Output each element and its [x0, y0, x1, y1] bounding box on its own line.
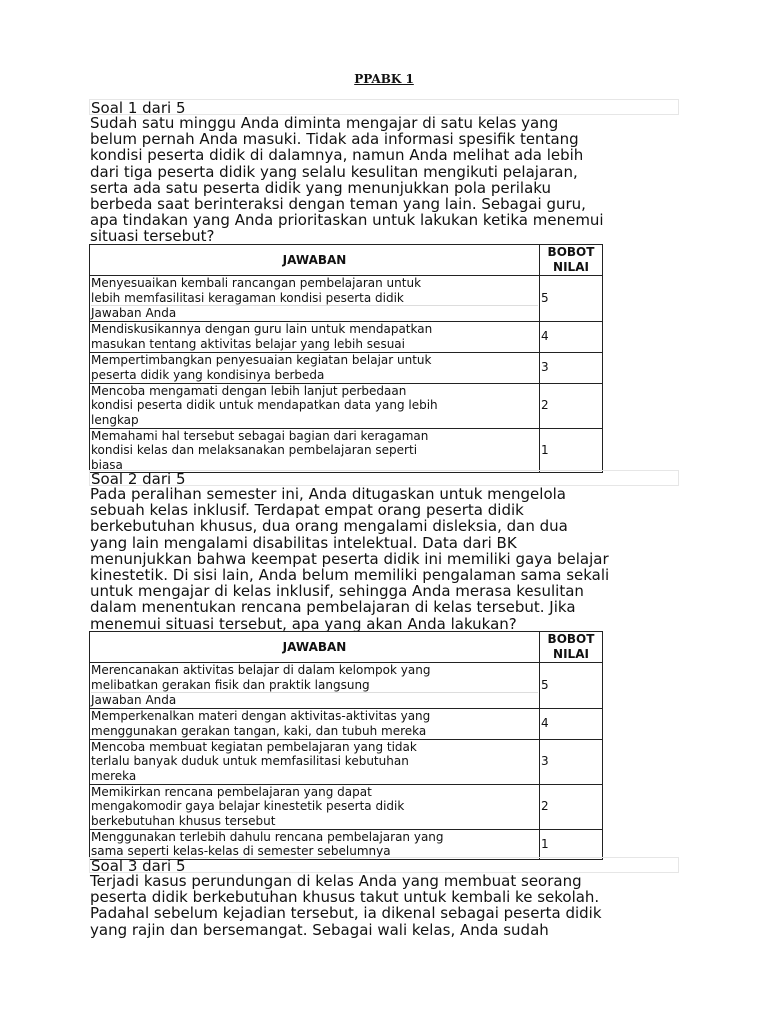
- option-line: Memahami hal tersebut sebagai bagian dari keragaman: [91, 428, 429, 443]
- question-text-line: kondisi peserta didik di dalamnya, namun Anda melihat ada lebih: [90, 146, 584, 165]
- answer-option-row[interactable]: [90, 663, 603, 709]
- option-line: Mencoba membuat kegiatan pembelajaran yang tidak: [91, 739, 417, 754]
- question-text-line: yang lain mengalami disabilitas intelektual. Data dari BK: [90, 533, 517, 552]
- answer-option[interactable]: [90, 352, 540, 383]
- answer-option-row[interactable]: [90, 383, 603, 428]
- answer-option-row[interactable]: [90, 276, 603, 322]
- option-line: mereka: [91, 768, 137, 783]
- score-column-header: [540, 632, 603, 663]
- answer-option-row[interactable]: [90, 739, 603, 784]
- option-line: mengakomodir gaya belajar kinestetik peserta didik: [91, 799, 405, 814]
- question-text-line: Pada peralihan semester ini, Anda ditugaskan untuk mengelola: [90, 485, 566, 503]
- question-2-answer-table: [89, 631, 603, 860]
- option-line: Mencoba mengamati dengan lebih lanjut perbedaan: [91, 383, 407, 398]
- option-line: Menggunakan terlebih dahulu rencana pembelajaran yang: [91, 829, 444, 844]
- question-text-line: situasi tersebut?: [90, 227, 215, 246]
- question-2-text: [90, 486, 690, 632]
- option-line: kondisi peserta didik untuk mendapatkan data yang lebih: [91, 398, 438, 413]
- answer-score: 1: [540, 428, 603, 473]
- question-text-line: serta ada satu peserta didik yang menunjukkan pola perilaku: [90, 178, 552, 197]
- answer-score: 4: [540, 708, 603, 739]
- table-header-row: [90, 245, 603, 276]
- option-line: Memikirkan rencana pembelajaran yang dapat: [91, 784, 372, 799]
- your-answer-label: Jawaban Anda: [91, 692, 538, 708]
- option-line: menggunakan gerakan tangan, kaki, dan tubuh mereka: [91, 723, 427, 738]
- your-answer-label: Jawaban Anda: [91, 305, 538, 321]
- option-line: Mendiskusikannya dengan guru lain untuk mendapatkan: [91, 322, 433, 336]
- answer-option-row[interactable]: [90, 784, 603, 829]
- option-line: lengkap: [91, 412, 139, 427]
- question-1-text: [90, 115, 690, 245]
- score-header-line-1: BOBOT: [547, 245, 595, 259]
- answer-score: 5: [540, 276, 603, 322]
- option-line: masukan tentang aktivitas belajar yang lebih sesuai: [91, 336, 405, 351]
- answer-score: 2: [540, 383, 603, 428]
- question-text-line: peserta didik berkebutuhan khusus takut untuk kembali ke sekolah.: [90, 888, 600, 907]
- option-line: melibatkan gerakan fisik dan praktik langsung: [91, 677, 370, 692]
- question-text-line: Sudah satu minggu Anda diminta mengajar di satu kelas yang: [90, 114, 559, 132]
- answer-option[interactable]: [90, 428, 540, 473]
- answer-option[interactable]: [90, 383, 540, 428]
- option-line: Mempertimbangkan penyesuaian kegiatan belajar untuk: [91, 353, 432, 367]
- option-line: sama seperti kelas-kelas di semester sebelumnya: [91, 844, 391, 858]
- question-text-line: dari tiga peserta didik yang selalu kesulitan mengikuti pelajaran,: [90, 162, 578, 181]
- question-text-line: untuk mengajar di kelas inklusif, sehingga Anda merasa kesulitan: [90, 582, 584, 601]
- question-text-line: berbeda saat berinteraksi dengan teman yang lain. Sebagai guru,: [90, 194, 586, 213]
- answer-option[interactable]: [90, 321, 540, 352]
- option-line: Merencanakan aktivitas belajar di dalam kelompok yang: [91, 663, 431, 677]
- answer-option[interactable]: [90, 663, 540, 709]
- answer-score: 2: [540, 784, 603, 829]
- answer-option[interactable]: [90, 276, 540, 322]
- option-line: berkebutuhan khusus tersebut: [91, 813, 276, 828]
- question-1-header: Soal 1 dari 5: [89, 99, 679, 115]
- answer-option[interactable]: [90, 784, 540, 829]
- option-line: Memperkenalkan materi dengan aktivitas-aktivitas yang: [91, 709, 431, 723]
- answer-score: 1: [540, 829, 603, 859]
- question-text-line: sebuah kelas inklusif. Terdapat empat orang peserta didik: [90, 501, 524, 520]
- question-text-line: berkebutuhan khusus, dua orang mengalami disleksia, dan dua: [90, 517, 568, 536]
- answer-score: 4: [540, 321, 603, 352]
- answer-option[interactable]: [90, 739, 540, 784]
- table-header-row: [90, 632, 603, 663]
- answer-column-header: JAWABAN: [90, 245, 540, 276]
- question-text-line: menunjukkan bahwa keempat peserta didik ini memiliki gaya belajar: [90, 549, 609, 568]
- question-1-answer-table: [89, 244, 603, 473]
- question-text-line: belum pernah Anda masuki. Tidak ada informasi spesifik tentang: [90, 130, 579, 149]
- question-text-line: apa tindakan yang Anda prioritaskan untuk lakukan ketika menemui: [90, 211, 604, 230]
- question-3-text: [90, 873, 690, 938]
- option-line: biasa: [91, 457, 123, 472]
- question-text-line: Terjadi kasus perundungan di kelas Anda yang membuat seorang: [90, 872, 582, 890]
- answer-option-row[interactable]: [90, 708, 603, 739]
- option-line: kondisi kelas dan melaksanakan pembelajaran seperti: [91, 443, 418, 457]
- answer-score: 3: [540, 739, 603, 784]
- question-text-line: dalam menentukan rencana pembelajaran di kelas tersebut. Jika: [90, 598, 576, 617]
- option-line: lebih memfasilitasi keragaman kondisi peserta didik: [91, 290, 404, 305]
- score-header-line-2: NILAI: [553, 647, 589, 661]
- question-text-line: Padahal sebelum kejadian tersebut, ia dikenal sebagai peserta didik: [90, 904, 602, 923]
- document-title: PPABK 1: [354, 72, 414, 86]
- option-line: peserta didik yang kondisinya berbeda: [91, 367, 325, 382]
- score-header-line-2: NILAI: [553, 260, 589, 274]
- answer-score: 3: [540, 352, 603, 383]
- score-header-line-1: BOBOT: [547, 632, 595, 646]
- answer-option-row[interactable]: [90, 428, 603, 473]
- answer-column-header: JAWABAN: [90, 632, 540, 663]
- question-text-line: yang rajin dan bersemangat. Sebagai wali kelas, Anda sudah: [90, 920, 549, 939]
- answer-option-row[interactable]: [90, 352, 603, 383]
- answer-option-row[interactable]: [90, 321, 603, 352]
- answer-option[interactable]: [90, 708, 540, 739]
- option-line: terlalu banyak duduk untuk memfasilitasi kebutuhan: [91, 754, 409, 769]
- answer-option[interactable]: [90, 829, 540, 859]
- question-text-line: kinestetik. Di sisi lain, Anda belum memiliki pengalaman sama sekali: [90, 565, 610, 584]
- answer-score: 5: [540, 663, 603, 709]
- question-text-line: menemui situasi tersebut, apa yang akan Anda lakukan?: [90, 614, 517, 633]
- answer-option-row[interactable]: [90, 829, 603, 859]
- score-column-header: [540, 245, 603, 276]
- question-3-header: Soal 3 dari 5: [89, 857, 679, 873]
- option-line: Menyesuaikan kembali rancangan pembelajaran untuk: [91, 276, 422, 290]
- question-2-header: Soal 2 dari 5: [89, 470, 679, 486]
